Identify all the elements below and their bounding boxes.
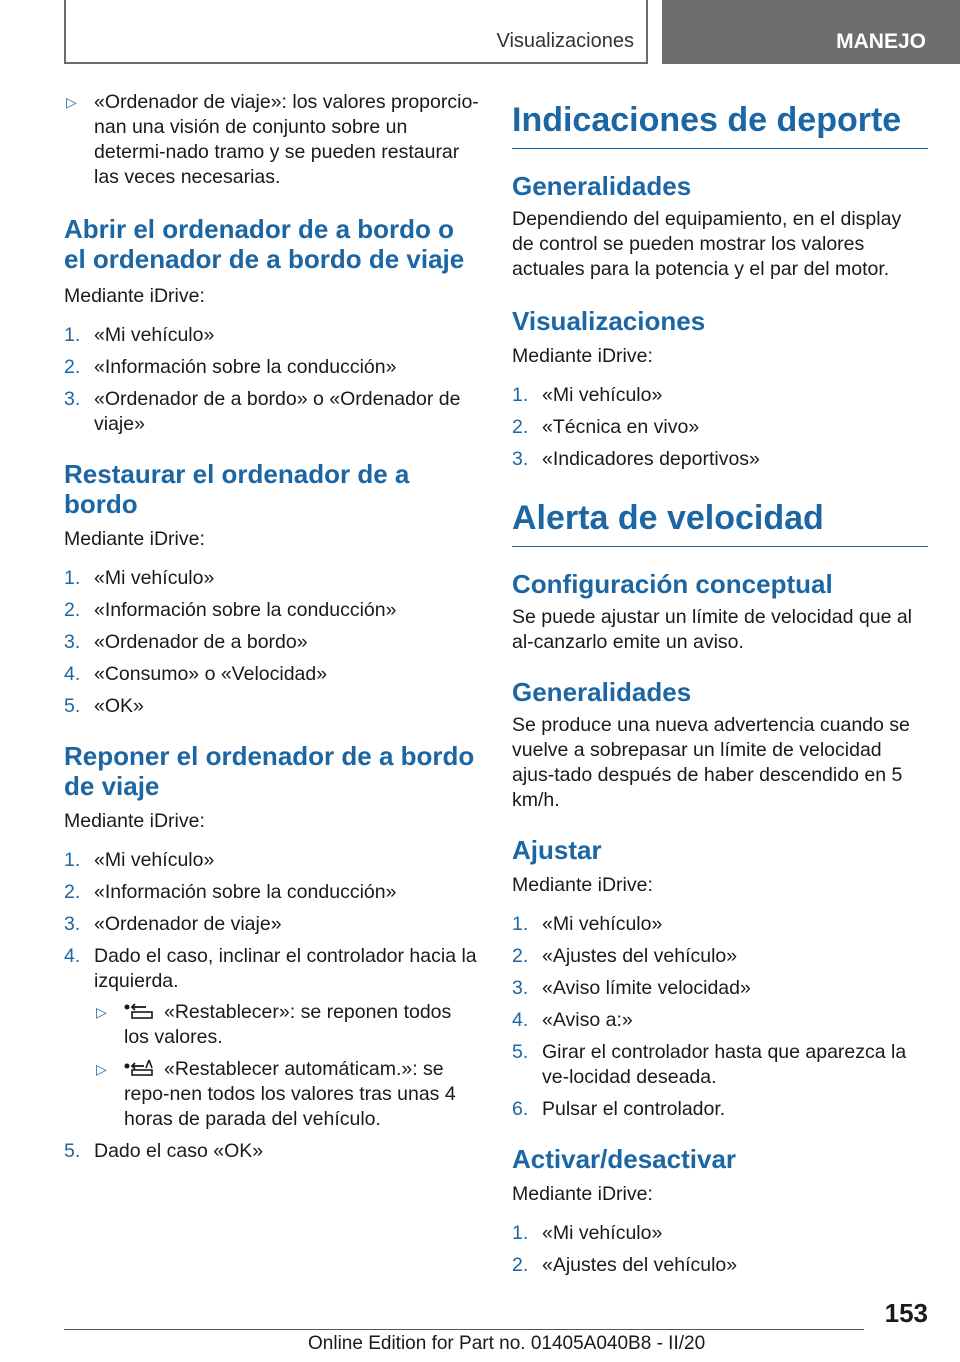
step-item: 3. «Aviso límite velocidad» xyxy=(512,977,751,999)
general-2-text: Se produce una nueva advertencia cuando se vuelve a sobrepasar un límite de velocidad ajus-tado después de haber descendido en 5 km/h. xyxy=(512,714,910,811)
header-section-box xyxy=(64,0,648,64)
step-item: 3. «Ordenador de a bordo» xyxy=(64,631,308,653)
reset-icon xyxy=(124,1003,154,1019)
step-item: 4. Dado el caso, inclinar el controlador hacia la izquierda. ▷ «Restablecer»: se reponen todos los valores. ▷ «Restablecer automáticam.»: se repo-nen todos los valores tras unas 4 horas de parada del vehículo. xyxy=(64,944,480,1132)
step-item: 2. «Ajustes del vehículo» xyxy=(512,1254,738,1276)
footer-edition: Online Edition for Part no. 01405A040B8 - II/20 xyxy=(308,1333,706,1354)
heading-concept: Configuración conceptual xyxy=(512,569,833,599)
idrive-intro: Mediante iDrive: xyxy=(512,345,653,367)
step-item: 6. Pulsar el controlador. xyxy=(512,1098,726,1120)
step-item: 4. «Consumo» o «Velocidad» xyxy=(64,663,328,685)
step-item: 2. «Técnica en vivo» xyxy=(512,416,700,438)
sub-bullet-auto-reset: ▷ «Restablecer automáticam.»: se repo-nen todos los valores tras unas 4 horas de parada del vehículo. xyxy=(96,1058,456,1130)
footer-divider xyxy=(64,1329,864,1330)
idrive-intro: Mediante iDrive: xyxy=(64,528,205,550)
right-column xyxy=(512,100,928,1285)
idrive-intro: Mediante iDrive: xyxy=(64,810,205,832)
sub-bullet-reset: ▷ «Restablecer»: se reponen todos los valores. xyxy=(96,1001,452,1048)
concept-text: Se puede ajustar un límite de velocidad que al al-canzarlo emite un aviso. xyxy=(512,606,913,653)
intro-bullet-text: «Ordenador de viaje»: los valores proporcio-nan una visión de conjunto sobre un determi-nado tramo y se pueden restaurar las veces necesarias. xyxy=(94,91,479,188)
idrive-intro: Mediante iDrive: xyxy=(512,1183,653,1205)
step-item: 2. «Información sobre la conducción» xyxy=(64,881,397,903)
step-item: 2. «Información sobre la conducción» xyxy=(64,356,397,378)
heading-general-1: Generalidades xyxy=(512,171,692,201)
heading-general-2: Generalidades xyxy=(512,677,692,707)
heading-speed-alert: Alerta de velocidad xyxy=(512,498,928,547)
general-1-text: Dependiendo del equipamiento, en el display de control se pueden mostrar los valores actuales para la potencia y el par del motor. xyxy=(512,208,902,280)
step-item: 3. «Indicadores deportivos» xyxy=(512,448,760,470)
heading-sport-displays: Indicaciones de deporte xyxy=(512,100,928,149)
step-item: 4. «Aviso a:» xyxy=(512,1009,633,1031)
heading-displays: Visualizaciones xyxy=(512,306,706,336)
step-item: 1. «Mi vehículo» xyxy=(512,913,663,935)
bullet-marker: ▷ xyxy=(66,94,77,110)
left-column xyxy=(64,90,480,1171)
header-chapter-tab: MANEJO xyxy=(662,0,960,64)
step-item: 5. Girar el controlador hasta que aparezca la ve-locidad deseada. xyxy=(512,1041,907,1088)
header-section-title: Visualizaciones xyxy=(496,30,634,52)
step-item: 3. «Ordenador de a bordo» o «Ordenador de viaje» xyxy=(64,388,461,435)
step-item: 3. «Ordenador de viaje» xyxy=(64,913,282,935)
step-item: 5. Dado el caso «OK» xyxy=(64,1140,264,1162)
heading-adjust: Ajustar xyxy=(512,835,602,865)
heading-open-computer: Abrir el ordenador de a bordo o el ordenador de a bordo de viaje xyxy=(64,214,465,274)
heading-reset-computer: Restaurar el ordenador de a bordo xyxy=(64,459,410,519)
page-number: 153 xyxy=(884,1298,928,1328)
step-item: 1. «Mi vehículo» xyxy=(512,384,663,406)
intro-bullet-item xyxy=(64,90,480,190)
step-item: 2. «Ajustes del vehículo» xyxy=(512,945,738,967)
step-item: 5. «OK» xyxy=(64,695,144,717)
idrive-intro: Mediante iDrive: xyxy=(512,874,653,896)
idrive-intro: Mediante iDrive: xyxy=(64,285,205,307)
step-item: 2. «Información sobre la conducción» xyxy=(64,599,397,621)
heading-activate: Activar/desactivar xyxy=(512,1144,737,1174)
heading-reset-trip-computer: Reponer el ordenador de a bordo de viaje xyxy=(64,741,475,801)
step-item: 1. «Mi vehículo» xyxy=(64,324,215,346)
auto-reset-icon xyxy=(124,1060,154,1076)
step-item: 1. «Mi vehículo» xyxy=(64,849,215,871)
step-item: 1. «Mi vehículo» xyxy=(512,1222,663,1244)
step-item: 1. «Mi vehículo» xyxy=(64,567,215,589)
